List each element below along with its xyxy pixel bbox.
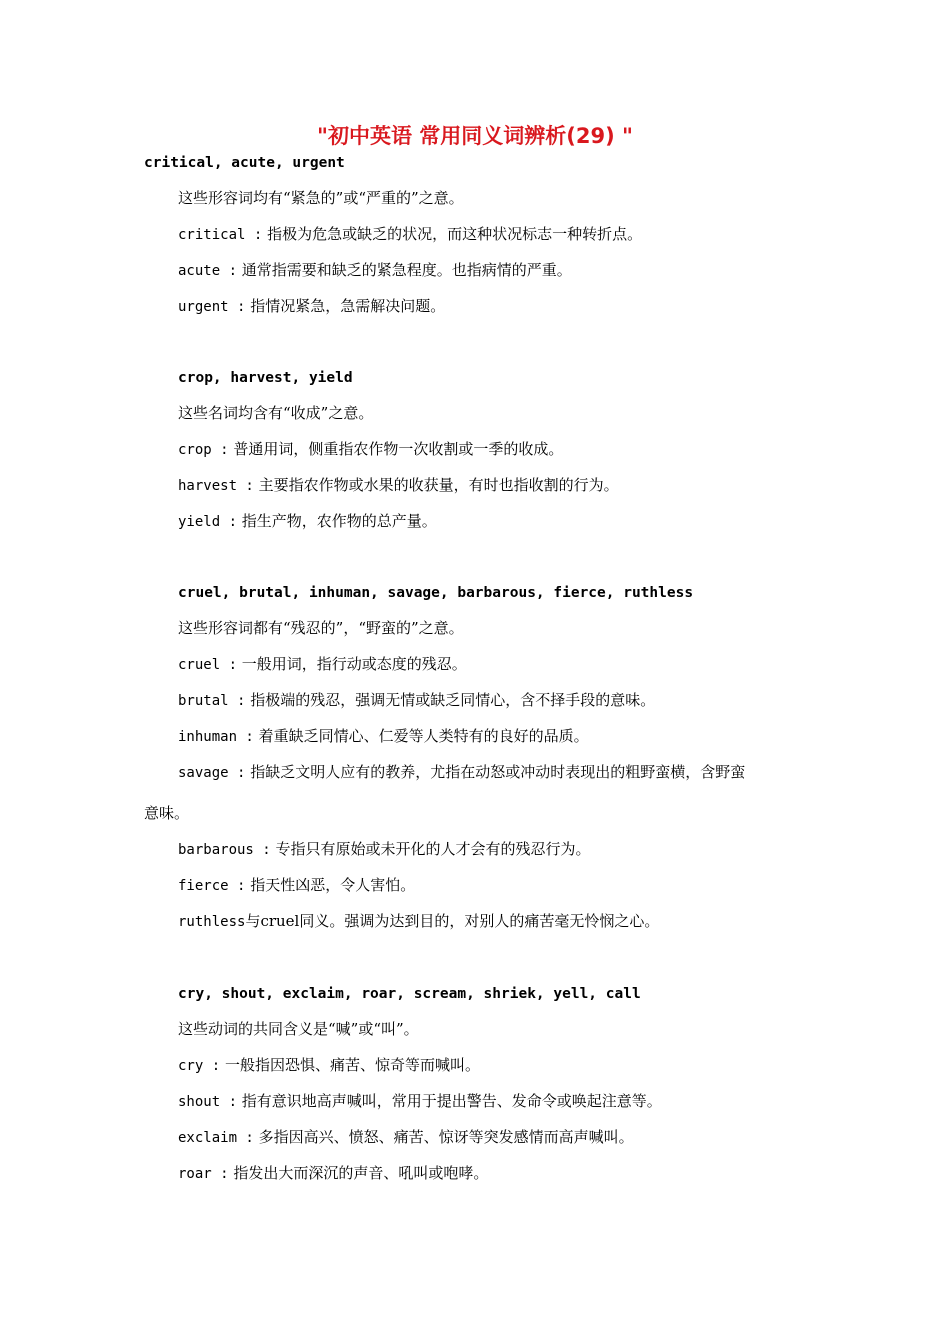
term: ruthless <box>178 914 246 930</box>
term-description: 通常指需要和缺乏的紧急程度。也指病情的严重。 <box>241 261 572 279</box>
document-title: "初中英语 常用同义词辨析(29) " <box>317 124 633 148</box>
term: urgent : <box>178 299 246 315</box>
term: yield : <box>178 514 238 530</box>
term: fierce : <box>178 878 246 894</box>
definition-continuation: 意味。 <box>144 804 190 822</box>
definition-line <box>178 1162 488 1185</box>
definition-line <box>178 910 659 933</box>
term-description: 一般用词，指行动或态度的残忍。 <box>241 655 467 673</box>
term-description: 指天性凶恶，令人害怕。 <box>250 876 416 894</box>
definition-line <box>178 510 437 533</box>
term: inhuman : <box>178 729 254 745</box>
term: critical : <box>178 227 263 243</box>
section-heading: cry, shout, exclaim, roar, scream, shriek, yell, call <box>178 986 641 1002</box>
section-heading: critical, acute, urgent <box>144 155 345 171</box>
term-description: 主要指农作物或水果的收获量，有时也指收割的行为。 <box>258 476 619 494</box>
term: savage : <box>178 765 246 781</box>
definition-line <box>178 1054 480 1077</box>
term-description: 指情况紧急，急需解决问题。 <box>250 297 446 315</box>
definition-line <box>178 295 445 318</box>
term-description: 指极为危急或缺乏的状况，而这种状况标志一种转折点。 <box>267 225 643 243</box>
term-description: 指发出大而深沉的声音、吼叫或咆哮。 <box>233 1164 489 1182</box>
term: brutal : <box>178 693 246 709</box>
term-description: 一般指因恐惧、痛苦、惊奇等而喊叫。 <box>224 1056 480 1074</box>
term: harvest : <box>178 478 254 494</box>
term: barbarous : <box>178 842 271 858</box>
definition-line <box>178 223 642 246</box>
definition-line <box>178 838 591 861</box>
definition-line <box>178 689 655 712</box>
definition-line <box>178 259 572 282</box>
definition-line <box>178 474 619 497</box>
term: exclaim : <box>178 1130 254 1146</box>
term-description: 着重缺乏同情心、仁爱等人类特有的良好的品质。 <box>258 727 589 745</box>
definition-line <box>178 874 415 897</box>
section-intro: 这些名词均含有“收成”之意。 <box>178 404 374 422</box>
term-description: 专指只有原始或未开化的人才会有的残忍行为。 <box>275 840 591 858</box>
term-description: 指缺乏文明人应有的教养，尤指在动怒或冲动时表现出的粗野蛮横，含野蛮 <box>250 763 746 781</box>
term-description: 多指因高兴、愤怒、痛苦、惊讶等突发感情而高声喊叫。 <box>258 1128 634 1146</box>
term-description: 指有意识地高声喊叫，常用于提出警告、发命令或唤起注意等。 <box>241 1092 662 1110</box>
section-intro: 这些形容词均有“紧急的”或“严重的”之意。 <box>178 189 464 207</box>
section-heading: cruel, brutal, inhuman, savage, barbarous, fierce, ruthless <box>178 585 694 601</box>
definition-line <box>178 725 589 748</box>
term: acute : <box>178 263 238 279</box>
section-heading: crop, harvest, yield <box>178 370 353 386</box>
section-intro: 这些形容词都有“残忍的”，“野蛮的”之意。 <box>178 619 464 637</box>
definition-line <box>178 438 563 461</box>
term-description: 与cruel同义。强调为达到目的，对别人的痛苦毫无怜悯之心。 <box>245 912 660 930</box>
term-description: 指极端的残忍，强调无情或缺乏同情心，含不择手段的意味。 <box>250 691 656 709</box>
definition-line <box>178 1090 662 1113</box>
term: cruel : <box>178 657 238 673</box>
definition-line <box>178 1126 634 1149</box>
term: crop : <box>178 442 229 458</box>
definition-line <box>178 761 745 784</box>
term-description: 指生产物，农作物的总产量。 <box>241 512 437 530</box>
definition-line <box>178 653 467 676</box>
term-description: 普通用词，侧重指农作物一次收割或一季的收成。 <box>233 440 564 458</box>
section-intro: 这些动词的共同含义是“喊”或“叫”。 <box>178 1020 419 1038</box>
term: roar : <box>178 1166 229 1182</box>
term: cry : <box>178 1058 221 1074</box>
term: shout : <box>178 1094 238 1110</box>
